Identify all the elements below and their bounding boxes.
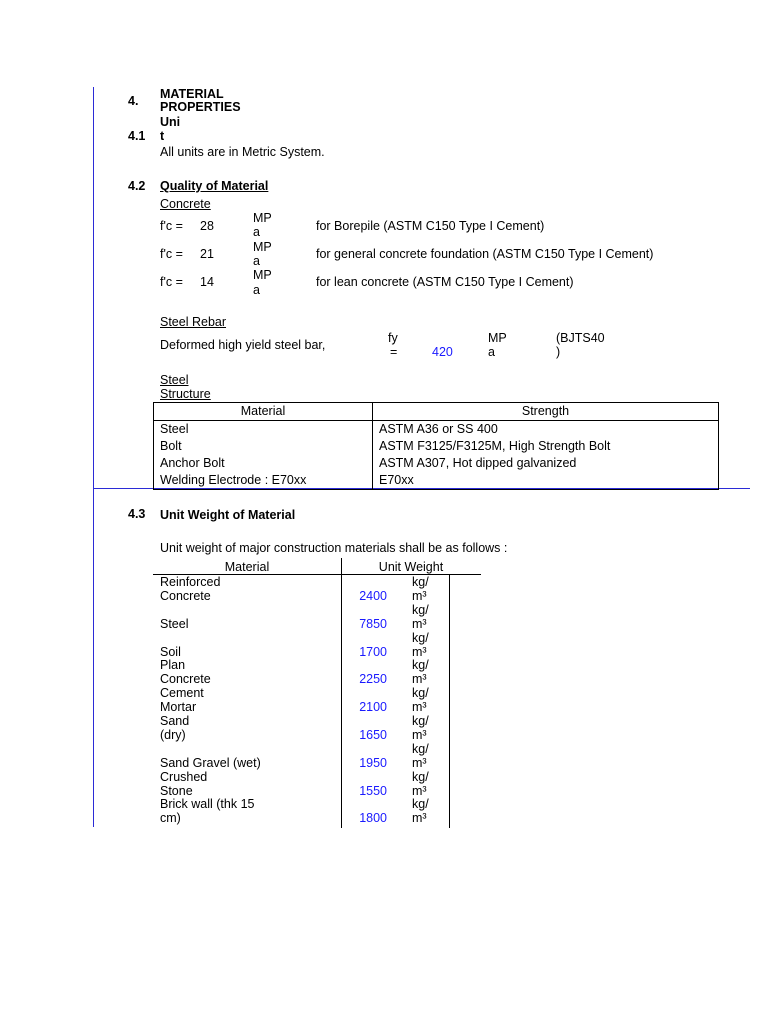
material-cell-line1: Brick wall (thk 15 xyxy=(160,797,255,811)
material-cell: Bolt xyxy=(154,438,373,455)
material-cell-line2: Stone xyxy=(160,784,193,798)
unit-line2: m³ xyxy=(412,645,427,659)
unit-weight-value: 2250 xyxy=(359,672,387,686)
unit-line2: m³ xyxy=(412,700,427,714)
rebar-standard-line2: ) xyxy=(556,345,561,359)
unit-line2: m³ xyxy=(412,811,427,825)
rebar-fy-label: fy xyxy=(388,331,398,345)
steel-structure-heading-line1: Steel xyxy=(160,373,189,387)
rebar-heading: Steel Rebar xyxy=(160,315,227,329)
unit-line1: kg/ xyxy=(412,631,429,645)
concrete-desc: for lean concrete (ASTM C150 Type I Cement) xyxy=(316,275,574,289)
unit-weight-value: 1650 xyxy=(359,728,387,742)
rebar-unit-line2: a xyxy=(488,345,495,359)
concrete-value: 14 xyxy=(200,275,214,289)
table-column-divider xyxy=(449,574,450,828)
concrete-desc: for Borepile (ASTM C150 Type I Cement) xyxy=(316,219,545,233)
material-cell: Welding Electrode : E70xx xyxy=(154,472,373,490)
rebar-fy-equals: = xyxy=(390,345,398,359)
material-cell-line2: Sand Gravel (wet) xyxy=(160,756,261,770)
section-4-title-line1: MATERIAL xyxy=(160,87,224,101)
material-cell-line1: Reinforced xyxy=(160,575,221,589)
unit-line2: m³ xyxy=(412,756,427,770)
section-4-3-title: Unit Weight of Material xyxy=(160,508,296,522)
material-cell-line1: Crushed xyxy=(160,770,208,784)
rebar-standard-line1: (BJTS40 xyxy=(556,331,605,345)
material-cell-line1: Cement xyxy=(160,686,204,700)
unit-line1: kg/ xyxy=(412,770,429,784)
material-cell-line2: Soil xyxy=(160,645,181,659)
strength-cell: ASTM A36 or SS 400 xyxy=(379,422,498,436)
section-4-2-title: Quality of Material xyxy=(160,179,269,193)
uw-header-material: Material xyxy=(224,560,270,574)
header-material: Material xyxy=(154,403,373,421)
unit-line2: m³ xyxy=(412,589,427,603)
uw-header-unit-weight: Unit Weight xyxy=(378,560,444,574)
unit-line2: m³ xyxy=(412,672,427,686)
concrete-value: 28 xyxy=(200,219,214,233)
section-4-3-intro: Unit weight of major construction materials shall be as follows : xyxy=(160,541,508,555)
concrete-unit-line1: MP xyxy=(253,211,272,225)
section-4-number: 4. xyxy=(128,94,139,108)
rebar-unit-line1: MP xyxy=(488,331,507,345)
strength-cell: E70xx xyxy=(379,473,414,487)
material-cell-line2: Concrete xyxy=(160,672,211,686)
unit-weight-value: 7850 xyxy=(359,617,387,631)
concrete-heading: Concrete xyxy=(160,197,211,211)
section-4-1-title-line1: Uni xyxy=(160,115,181,129)
material-cell-line2: Concrete xyxy=(160,589,211,603)
header-strength: Strength xyxy=(373,403,719,421)
material-cell-line1: Plan xyxy=(160,658,186,672)
concrete-unit-line1: MP xyxy=(253,268,272,282)
material-cell: Anchor Bolt xyxy=(154,455,373,472)
section-4-1-number: 4.1 xyxy=(128,129,146,143)
table-row xyxy=(154,438,719,455)
unit-line1: kg/ xyxy=(412,742,429,756)
unit-weight-value: 2100 xyxy=(359,700,387,714)
table-row xyxy=(154,421,719,439)
unit-line1: kg/ xyxy=(412,658,429,672)
concrete-label: f'c = xyxy=(160,275,183,289)
material-cell-line2: (dry) xyxy=(160,728,186,742)
unit-weight-value: 1950 xyxy=(359,756,387,770)
unit-weight-value: 2400 xyxy=(359,589,387,603)
section-4-1-title-line2: t xyxy=(160,129,165,143)
table-header-row xyxy=(154,403,719,421)
material-cell-line2: Mortar xyxy=(160,700,197,714)
material-cell-line2: Steel xyxy=(160,617,189,631)
unit-line1: kg/ xyxy=(412,797,429,811)
concrete-label: f'c = xyxy=(160,247,183,261)
section-4-1-text: All units are in Metric System. xyxy=(160,145,325,159)
concrete-unit-line2: a xyxy=(253,254,260,268)
concrete-label: f'c = xyxy=(160,219,183,233)
unit-weight-value: 1550 xyxy=(359,784,387,798)
unit-line1: kg/ xyxy=(412,575,429,589)
material-cell-line2: cm) xyxy=(160,811,181,825)
rebar-fy-value: 420 xyxy=(432,345,453,359)
table-row xyxy=(154,455,719,472)
section-4-title-line2: PROPERTIES xyxy=(160,100,241,114)
concrete-desc: for general concrete foundation (ASTM C150 Type I Cement) xyxy=(316,247,654,261)
rebar-text: Deformed high yield steel bar, xyxy=(160,338,326,352)
section-4-3-number: 4.3 xyxy=(128,507,146,521)
revision-bar xyxy=(93,87,94,827)
concrete-unit-line2: a xyxy=(253,225,260,239)
unit-line2: m³ xyxy=(412,728,427,742)
strength-cell: ASTM A307, Hot dipped galvanized xyxy=(379,456,577,470)
unit-weight-value: 1800 xyxy=(359,811,387,825)
steel-structure-table xyxy=(153,402,719,490)
unit-line1: kg/ xyxy=(412,686,429,700)
unit-weight-value: 1700 xyxy=(359,645,387,659)
table-row xyxy=(154,472,719,490)
unit-line2: m³ xyxy=(412,617,427,631)
unit-line2: m³ xyxy=(412,784,427,798)
concrete-unit-line2: a xyxy=(253,283,260,297)
concrete-unit-line1: MP xyxy=(253,240,272,254)
section-4-2-number: 4.2 xyxy=(128,179,146,193)
steel-structure-heading-line2: Structure xyxy=(160,387,211,401)
unit-line1: kg/ xyxy=(412,714,429,728)
unit-line1: kg/ xyxy=(412,603,429,617)
material-cell-line1: Sand xyxy=(160,714,190,728)
concrete-value: 21 xyxy=(200,247,214,261)
strength-cell: ASTM F3125/F3125M, High Strength Bolt xyxy=(379,439,611,453)
material-cell: Steel xyxy=(154,421,373,439)
